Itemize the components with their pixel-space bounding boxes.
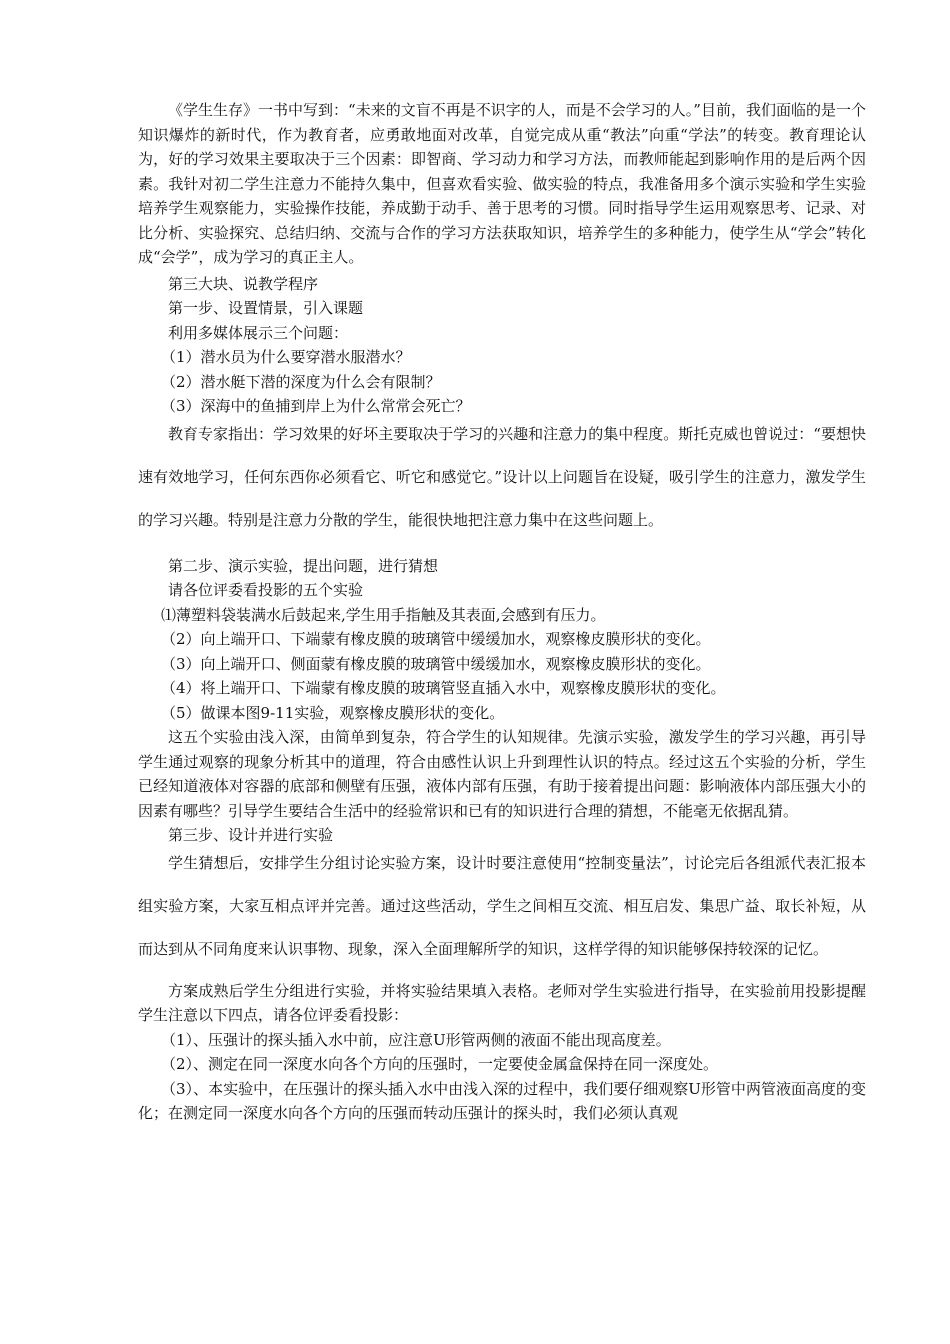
document-page <box>138 98 866 1126</box>
paragraph: 教育专家指出：学习效果的好坏主要取决于学习的兴趣和注意力的集中程度。斯托克威也曾说过：“要想快速有效地学习，任何东西你必须看它、听它和感觉它。”设计以上问题旨在设疑，吸引学生的注意力，激发学生的学习兴趣。特别是注意力分散的学生，能很快地把注意力集中在这些问题上。 <box>138 424 866 529</box>
step-heading: 第一步、设置情景，引入课题 <box>168 299 364 317</box>
paragraph: 学生猜想后，安排学生分组讨论实验方案，设计时要注意使用“控制变量法”，讨论完后各组派代表汇报本组实验方案，大家互相点评并完善。通过这些活动，学生之间相互交流、相互启发、集思广益、取长补短，从而达到从不同角度来认识事物、现象，深入全面理解所学的知识，这样学得的知识能够保持较深的记忆。 <box>138 853 866 958</box>
paragraph: 这五个实验由浅入深，由简单到复杂，符合学生的认知规律。先演示实验，激发学生的学习兴趣，再引导学生通过观察的现象分析其中的道理，符合由感性认识上升到理性认识的特点。经过这五个实验的分析，学生已经知道液体对容器的底部和侧壁有压强，液体内部有压强，有助于接着提出问题：影响液体内部压强大小的因素有哪些？引导学生要结合生活中的经验常识和已有的知识进行合理的猜想，不能毫无依据乱猜。 <box>138 728 866 820</box>
list-item: （3）、本实验中，在压强计的探头插入水中由浅入深的过程中，我们要仔细观察U形管中两管液面高度的变化；在测定同一深度水向各个方向的压强而转动压强计的探头时，我们必须认真观 <box>138 1079 866 1122</box>
list-item: （2）、测定在同一深度水向各个方向的压强时，一定要使金属盒保持在同一深度处。 <box>161 1055 719 1073</box>
paragraph: 请各位评委看投影的五个实验 <box>168 581 364 599</box>
paragraph: 利用多媒体展示三个问题： <box>168 323 349 342</box>
intro-paragraph: 《学生生存》一书中写到：“未来的文盲不再是不识字的人，而是不会学习的人。”目前，我们面临的是一个知识爆炸的新时代，作为教育者，应勇敢地面对改革，自觉完成从重“教法”向重“学法”的转变。教育理论认为，好的学习效果主要取决于三个因素：即智商、学习动力和学习方法，而教师能起到影响作用的是后两个因素。我针对初二学生注意力不能持久集中，但喜欢看实验、做实验的特点，我准备用多个演示实验和学生实验培养学生观察能力，实验操作技能，养成勤于动手、善于思考的习惯。同时指导学生运用观察思考、记录、对比分析、实验探究、总结归纳、交流与合作的学习方法获取知识，培养学生的多种能力，使学生从“学会”转化成“会学”，成为学习的真正主人。 <box>138 101 866 266</box>
step-heading: 第二步、演示实验，提出问题，进行猜想 <box>168 556 439 575</box>
step-heading: 第三步、设计并进行实验 <box>168 826 334 844</box>
list-item: （3）向上端开口、侧面蒙有橡皮膜的玻璃管中缓缓加水，观察橡皮膜形状的变化。 <box>161 654 711 673</box>
list-item: （3）深海中的鱼捕到岸上为什么常常会死亡？ <box>161 397 471 415</box>
list-item: （1）潜水员为什么要穿潜水服潜水？ <box>161 348 411 366</box>
paragraph: 方案成熟后学生分组进行实验，并将实验结果填入表格。老师对学生实验进行指导，在实验前用投影提醒学生注意以下四点，请各位评委看投影： <box>138 981 866 1024</box>
list-item: ⑴薄塑料袋装满水后鼓起来,学生用手指触及其表面,会感到有压力。 <box>161 605 606 624</box>
list-item: （2）向上端开口、下端蒙有橡皮膜的玻璃管中缓缓加水，观察橡皮膜形状的变化。 <box>161 630 711 648</box>
list-item: （2）潜水艇下潜的深度为什么会有限制？ <box>161 372 441 391</box>
list-item: （5）做课本图9-11实验，观察橡皮膜形状的变化。 <box>161 703 505 722</box>
list-item: （1）、压强计的探头插入水中前，应注意U形管两侧的液面不能出现高度差。 <box>161 1030 671 1049</box>
section-heading: 第三大块、说教学程序 <box>168 274 319 293</box>
list-item: （4）将上端开口、下端蒙有橡皮膜的玻璃管竖直插入水中，观察橡皮膜形状的变化。 <box>161 679 726 697</box>
